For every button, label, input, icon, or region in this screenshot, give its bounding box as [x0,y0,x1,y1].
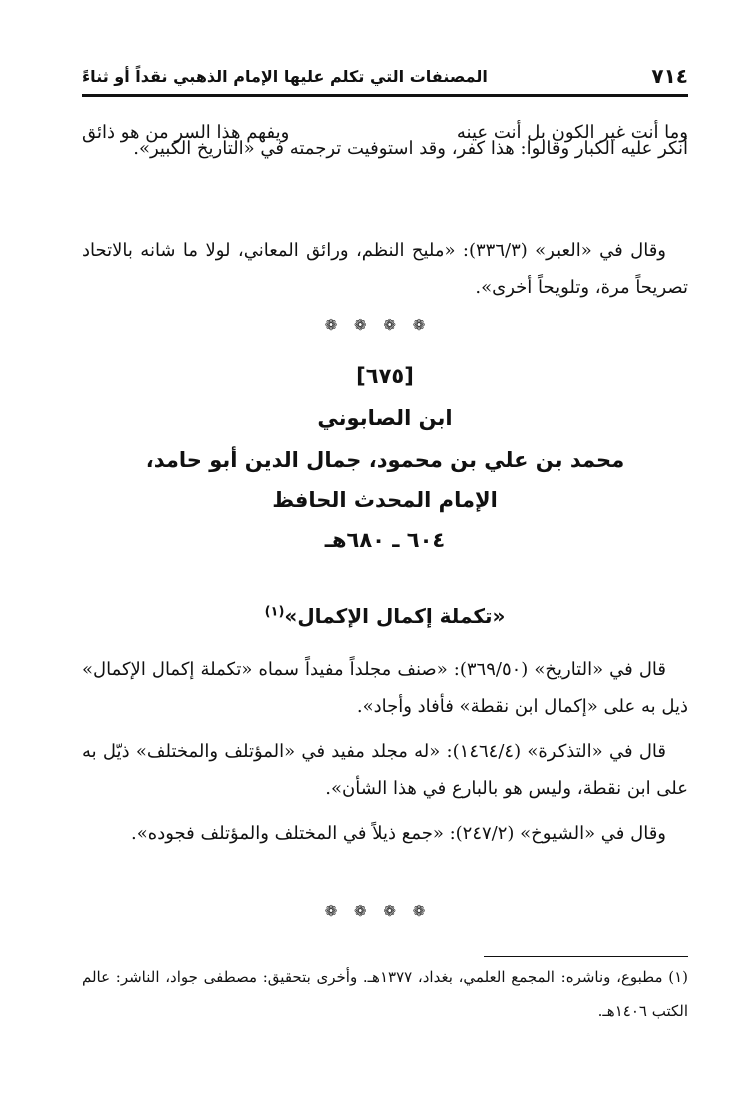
entry-full-name: محمد بن علي بن محمود، جمال الدين أبو حامد، [145,448,625,472]
book-title-text: «تكملة إكمال الإكمال» [284,604,506,628]
quote-tarikh: قال في «التاريخ» (٣٦٩/٥٠): «صنف مجلداً مفيداً سماه «تكملة إكمال الإكمال» ذيل به على «إكمال ابن نقطة» فأفاد وأجاد». [82,659,688,717]
entry-name: ابن الصابوني [317,406,453,430]
quote-tadhkira: قال في «التذكرة» (١٤٦٤/٤): «له مجلد مفيد في «المؤتلف والمختلف» ذيّل به على ابن نقطة، وليس هو بالبارع في هذا الشأن». [82,741,688,799]
entry-dates: ٦٠٤ ـ ٦٨٠هـ [324,528,446,552]
footnote-rule [484,956,688,957]
entry-titles: الإمام المحدث الحافظ [272,488,498,512]
paragraph-1: أنكر عليه الكبار وقالوا: هذا كفر، وقد استوفيت ترجمته في «التاريخ الكبير». [133,138,688,159]
footnote: (١) مطبوع، وناشره: المجمع العلمي، بغداد، ١٣٧٧هـ. وأخرى بتحقيق: مصطفى جواد، الناشر: عالم الكتب ١٤٠٦هـ. [82,968,688,1020]
verse-right-hemistich: وما أنت غير الكون بل أنت عينه [456,121,688,143]
paragraph-2: وقال في «العبر» (٣٣٦/٣): «مليح النظم، ورائق المعاني، لولا ما شانه بالاتحاد تصريحاً مرة، وتلويحاً أخرى». [82,240,688,298]
quote-shuyukh: وقال في «الشيوخ» (٢٤٧/٢): «جمع ذيلاً في المختلف والمؤتلف فجوده». [131,823,666,844]
footnote-reference: (١) [264,604,285,620]
verse-left-hemistich: ويفهم هذا السر من هو ذائق [82,121,290,143]
book-title [82,604,688,628]
page-header [82,58,688,97]
page-number: ٧١٤ [651,64,688,88]
section-separator: ❁ ❁ ❁ ❁ [324,316,432,334]
entry-number: [٦٧٥] [356,364,414,388]
section-separator-2: ❁ ❁ ❁ ❁ [324,902,432,920]
running-title: المصنفات التي تكلم عليها الإمام الذهبي نقداً أو ثناءً [82,66,488,86]
